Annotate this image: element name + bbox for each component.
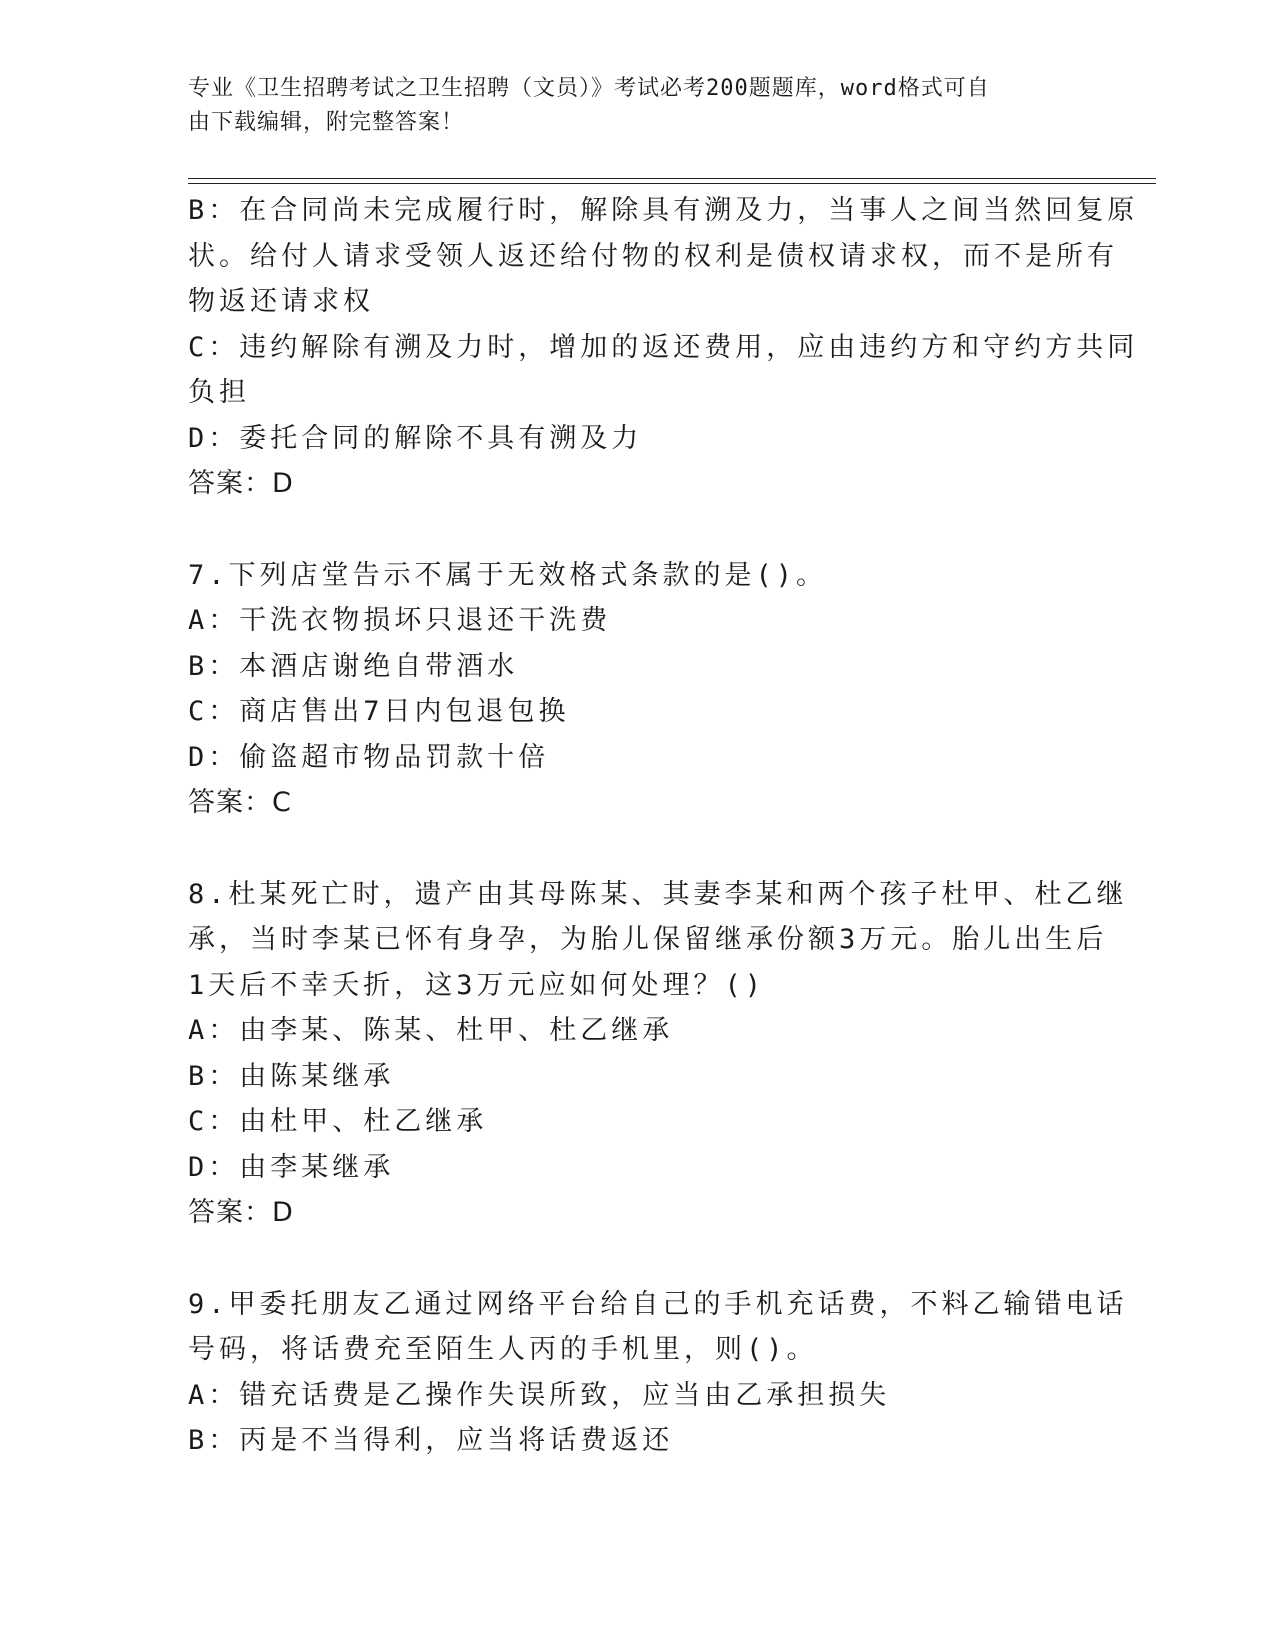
question-stem-cont: 号码，将话费充至陌生人丙的手机里，则()。	[188, 1334, 818, 1365]
option-b: B：由陈某继承	[188, 1060, 395, 1092]
option-b: B：本酒店谢绝自带酒水	[188, 650, 519, 682]
question-stem: 7.下列店堂告示不属于无效格式条款的是()。	[188, 559, 828, 591]
option-c: C：由杜甲、杜乙继承	[188, 1106, 488, 1137]
document-header	[188, 72, 1068, 140]
question-stem-cont: 承，当时李某已怀有身孕，为胎儿保留继承份额3万元。胎儿出生后	[188, 924, 1108, 955]
question-stem-cont: 1天后不幸夭折，这3万元应如何处理？()	[188, 969, 766, 1001]
option-d: D：委托合同的解除不具有溯及力	[188, 422, 643, 454]
question-9	[188, 1282, 1128, 1464]
option-d: D：由李某继承	[188, 1151, 395, 1183]
option-d: D：偷盗超市物品罚款十倍	[188, 741, 550, 773]
document-body	[188, 188, 1139, 1464]
spacer	[188, 507, 1088, 553]
option-c: C：商店售出7日内包退包换	[188, 696, 570, 727]
option-a: A：由李某、陈某、杜甲、杜乙继承	[188, 1015, 674, 1046]
option-c-cont: 负担	[188, 377, 250, 408]
question-7	[188, 553, 1088, 826]
header-divider	[188, 178, 1156, 184]
spacer	[188, 1236, 1088, 1282]
option-a: A：错充话费是乙操作失误所致，应当由乙承担损失	[188, 1379, 891, 1411]
question-8	[188, 872, 1128, 1236]
header-title-line-1: 专业《卫生招聘考试之卫生招聘（文员）》考试必考200题题库，word格式可自	[188, 76, 990, 101]
option-b-cont: 物返还请求权	[188, 286, 374, 317]
answer: 答案：C	[188, 787, 292, 818]
answer: 答案：D	[188, 1197, 294, 1228]
header-title-line-2: 由下载编辑，附完整答案！	[188, 110, 465, 135]
option-c: C：违约解除有溯及力时，增加的返还费用，应由违约方和守约方共同	[188, 331, 1139, 363]
question-stem: 8.杜某死亡时，遗产由其母陈某、其妻李某和两个孩子杜甲、杜乙继	[188, 878, 1128, 910]
question-stem: 9.甲委托朋友乙通过网络平台给自己的手机充话费，不料乙输错电话	[188, 1288, 1128, 1320]
option-b: B：在合同尚未完成履行时，解除具有溯及力，当事人之间当然回复原	[188, 195, 1139, 226]
option-a: A：干洗衣物损坏只退还干洗费	[188, 605, 612, 636]
option-b-cont: 状。给付人请求受领人返还给付物的权利是债权请求权，而不是所有	[188, 240, 1118, 272]
question-6-continuation	[188, 188, 1139, 507]
answer: 答案：D	[188, 468, 294, 499]
spacer	[188, 826, 1088, 872]
option-b: B：丙是不当得利，应当将话费返还	[188, 1425, 674, 1456]
